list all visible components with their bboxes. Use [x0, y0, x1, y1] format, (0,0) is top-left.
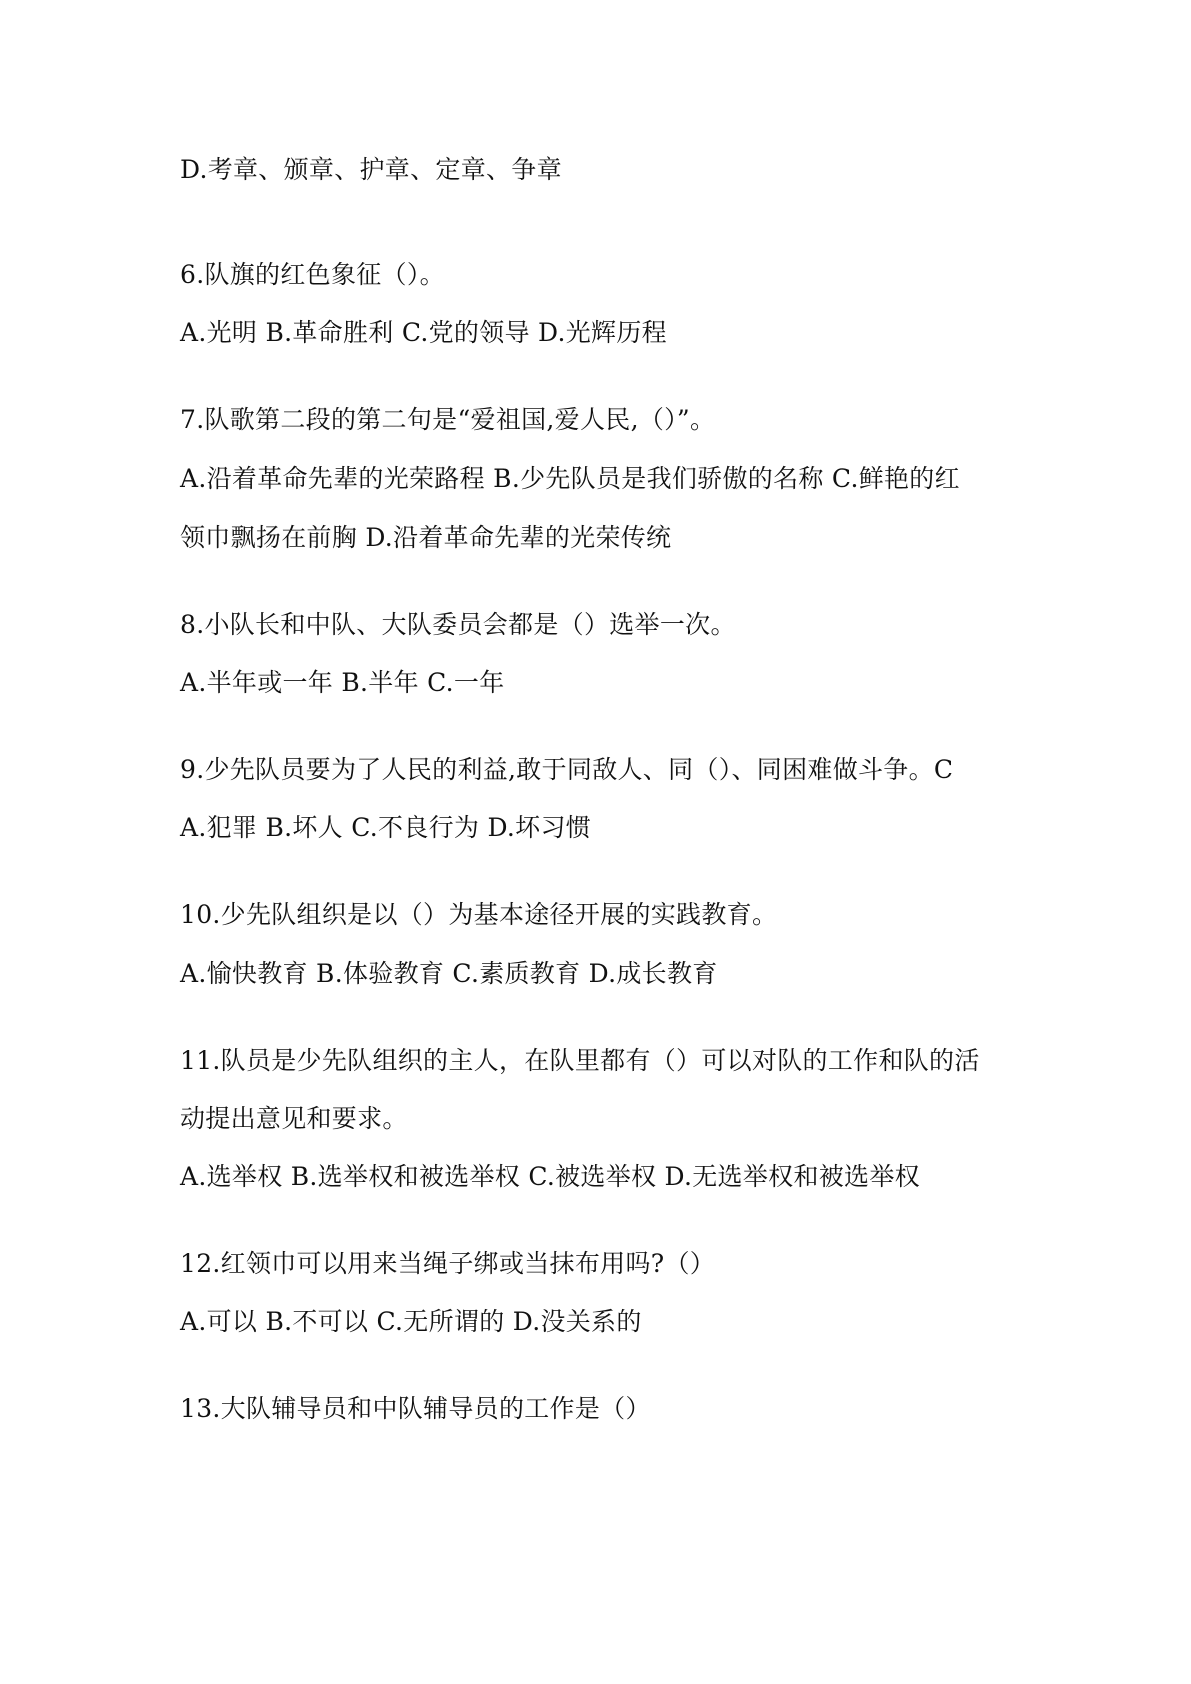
options-q8: A.半年或一年 B.半年 C.一年: [180, 668, 505, 697]
question-13: 13.大队辅导员和中队辅导员的工作是（）: [180, 1394, 651, 1423]
question-10: 10.少先队组织是以（）为基本途径开展的实践教育。: [180, 900, 778, 929]
options-q10: A.愉快教育 B.体验教育 C.素质教育 D.成长教育: [180, 959, 718, 988]
question-11-line2: 动提出意见和要求。: [180, 1104, 408, 1133]
options-q12: A.可以 B.不可以 C.无所谓的 D.没关系的: [180, 1307, 642, 1336]
options-q7-line1: A.沿着革命先辈的光荣路程 B.少先队员是我们骄傲的名称 C.鲜艳的红: [180, 464, 960, 493]
question-12: 12.红领巾可以用来当绳子绑或当抹布用吗?（）: [180, 1249, 716, 1278]
options-q9: A.犯罪 B.坏人 C.不良行为 D.坏习惯: [180, 813, 592, 842]
question-11-line1: 11.队员是少先队组织的主人，在队里都有（）可以对队的工作和队的活: [180, 1046, 980, 1075]
question-9: 9.少先队员要为了人民的利益,敢于同敌人、同（）、同困难做斗争。C: [180, 755, 954, 784]
option-line-q5-d: D.考章、颁章、护章、定章、争章: [180, 155, 562, 184]
question-6: 6.队旗的红色象征（）。: [180, 260, 445, 289]
options-q11: A.选举权 B.选举权和被选举权 C.被选举权 D.无选举权和被选举权: [180, 1162, 920, 1191]
options-q7-line2: 领巾飘扬在前胸 D.沿着革命先辈的光荣传统: [180, 523, 672, 552]
options-q6: A.光明 B.革命胜利 C.党的领导 D.光辉历程: [180, 318, 667, 347]
question-7: 7.队歌第二段的第二句是“爱祖国,爱人民,（）”。: [180, 405, 716, 434]
question-8: 8.小队长和中队、大队委员会都是（）选举一次。: [180, 610, 736, 639]
